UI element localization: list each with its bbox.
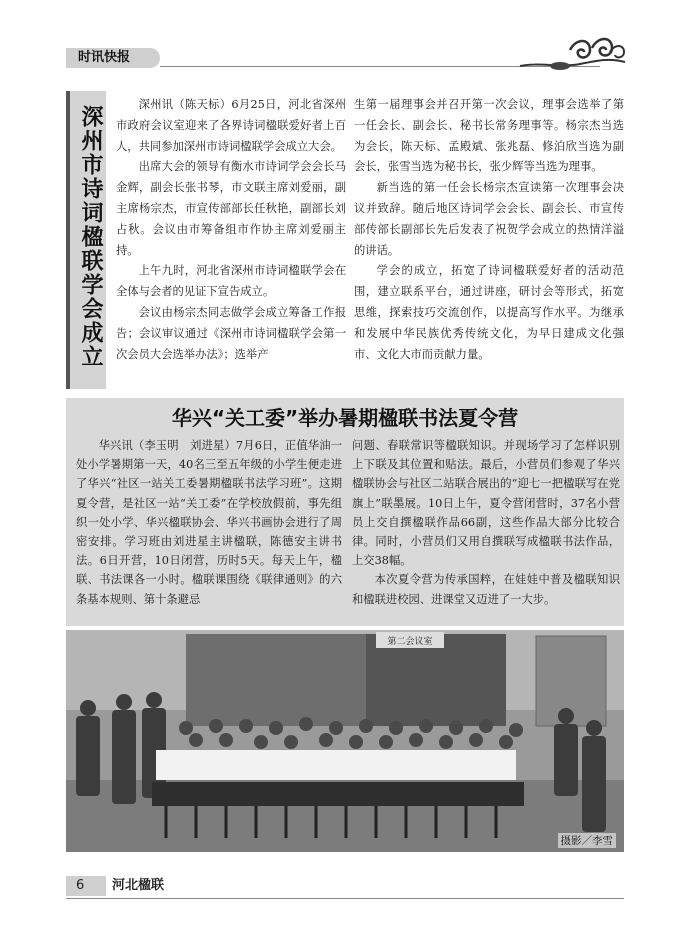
section-tab: 时讯快报	[66, 48, 160, 68]
paragraph: 上午九时，河北省深州市诗词楹联学会在全体与会者的见证下宣告成立。	[116, 264, 346, 299]
paragraph: 本次夏令营为传承国粹，在娃娃中普及楹联知识和楹联进校园、进课堂又迈进了一大步。	[352, 573, 620, 606]
photo-credit: 摄影／李雪	[558, 833, 617, 848]
paragraph: 学会的成立，拓宽了诗词楹联爱好者的活动范围，建立联系平台，通过讲座，研讨会等形式，拓宽思维，探索技巧交流创作，以提高写作水平。为继承和发展中华民族优秀传统文化，为早日建成文化强市、文化大市而贡献力量。	[354, 264, 624, 361]
paragraph: 华兴讯（李玉明 刘进星）7月6日，正值华油一处小学暑期第一天，40名三至五年级的小学生便走进了华兴“社区一站关工委暑期楹联书法学习班”。这期夏令营，是社区一站“关工委”在学校放假前，事先组织一处小学、华兴楹联协会、华兴书画协会进行了周密安排。学习班由刘进星主讲楹联，陈德安主讲书法。6日开营，10日闭营，历时5天。每天上午，楹联、书法课各一小时。楹联课围绕《联律通则》的六条基本规则、第十条避忌	[76, 439, 342, 606]
group-photo	[66, 630, 624, 852]
footer-divider	[66, 898, 624, 899]
paragraph: 问题、春联常识等楹联知识。并现场学习了怎样识别上下联及其位置和贴法。最后，小营员们参观了华兴楹联协会与社区二站联合展出的“迎七一把楹联写在党旗上”联墨展。10日上午，夏令营闭营时，37名小营员上交自撰楹联作品66副，这些作品大部分比较合律。同时，小营员们又用自撰联写成楹联书法作品，上交38幅。	[352, 439, 620, 568]
paragraph: 新当选的第一任会长杨宗杰宣读第一次理事会决议并致辞。随后地区诗词学会会长、副会长、市宣传部传部长副部长先后发表了祝贺学会成立的热情洋溢的讲话。	[354, 181, 624, 257]
article2-title: 华兴“关工委”举办暑期楹联书法夏令营	[171, 406, 519, 430]
article1-column-1	[116, 95, 346, 365]
room-sign: 第二会议室	[387, 637, 433, 647]
ornament-icon	[510, 28, 630, 76]
article2-column-1	[76, 436, 342, 609]
article1-column-2	[354, 95, 624, 365]
magazine-title: 河北楹联	[112, 878, 165, 893]
article1-title: 深州市诗词楹联学会成立	[78, 105, 103, 369]
group-photo-image	[66, 630, 624, 852]
article1-title-bar	[66, 91, 106, 389]
article2-column-2	[352, 436, 620, 609]
paragraph: 生第一届理事会并召开第一次会议，理事会选举了第一任会长、副会长、秘书长常务理事等。杨宗杰当选为会长，陈天标、孟殿斌、张兆磊、修泊欣当选为副会长，张雪当选为秘书长，张少辉等当选为理事。	[354, 98, 624, 174]
paragraph: 出席大会的领导有衡水市诗词学会会长马金辉，副会长张书琴，市文联主席刘爱丽，副主席杨宗杰，市宣传部部长任秋艳，副部长刘占秋。会议由市筹备组市作协主席刘爱丽主持。	[116, 160, 346, 257]
paragraph: 会议由杨宗杰同志做学会成立筹备工作报告；会议审议通过《深州市诗词楹联学会第一次会员大会选举办法》；选举产	[116, 305, 346, 361]
page-number: 6	[66, 876, 106, 896]
paragraph: 深州讯（陈天标）6月25日，河北省深州市政府会议室迎来了各界诗词楹联爱好者上百人，共同参加深州市诗词楹联学会成立大会。	[116, 98, 346, 153]
